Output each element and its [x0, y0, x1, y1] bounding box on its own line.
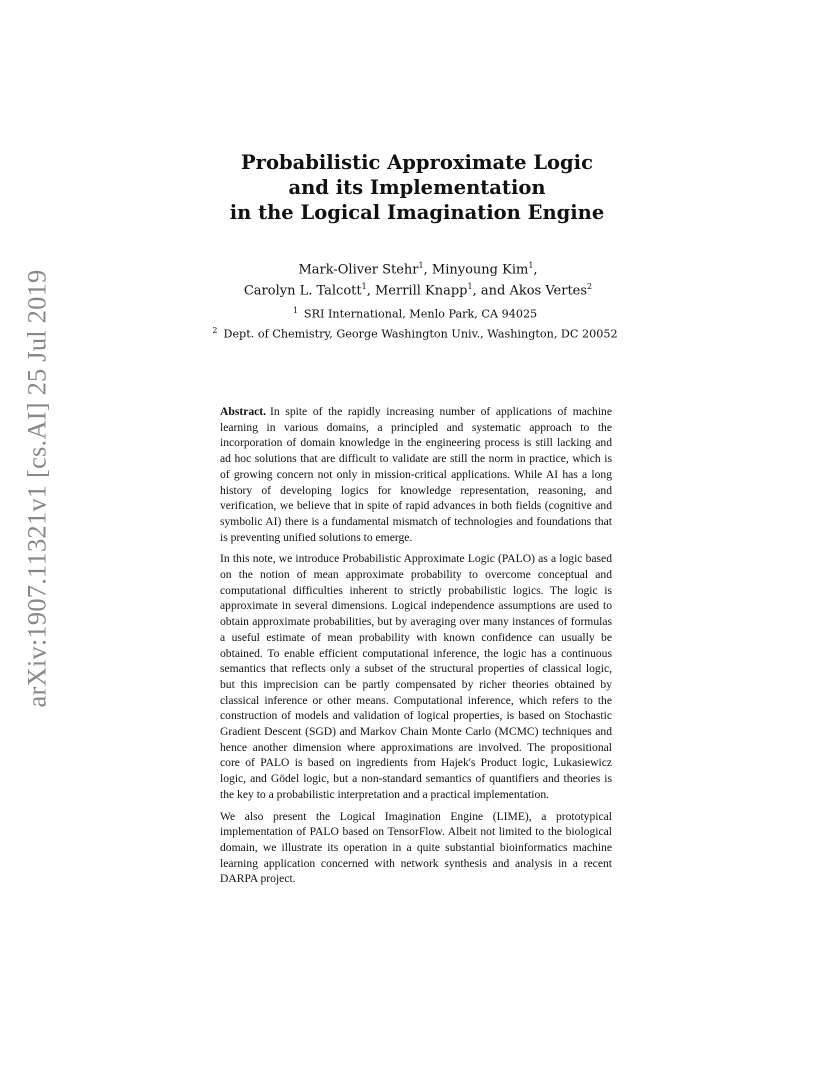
arxiv-identifier-stamp — [14, 269, 60, 707]
affiliation-line — [180, 303, 650, 323]
author-name: Merrill Knapp — [374, 283, 468, 299]
author-affiliation-mark: 1 — [418, 261, 424, 270]
abstract-section — [220, 404, 612, 893]
paper-title — [200, 150, 634, 225]
affiliation-number: 1 — [292, 306, 298, 315]
affiliation-list — [180, 303, 650, 342]
author-line — [210, 278, 626, 299]
author-name: Minyoung Kim — [431, 262, 529, 278]
affiliation-number: 2 — [212, 325, 218, 335]
author-name: Akos Vertes — [509, 283, 588, 299]
abstract-heading: Abstract. — [220, 405, 267, 418]
abstract-paragraph: In this note, we introduce Probabilistic Approximate Logic (PALO) as a logic based on the notion of mean approximate probability to overcome conceptual and computational difficulties inherent to strictly probabilistic logics. The logic is approximate in several dimensions. Logical independence assumptions are used to obtain approximate probabilities, but by averaging over many instances of formulas a useful estimate of mean probability with known confidence can usually be obtained. To enable efficient computational inference, the logic has a continuous semantics that reflects only a subset of the structural properties of classical logic, but this imprecision can be partly compensated by richer theories obtained by classical inference or other means. Computational inference, which refers to the construction of models and validation of logical properties, is based on Stochastic Gradient Descent (SGD) and Markov Chain Monte Carlo (MCMC) techniques and hence another dimension where approximations are involved. The propositional core of PALO is based on ingredients from Hajek's Product logic, Lukasiewicz logic, and Gödel logic, but a non-standard semantics of quantifiers and theories is the key to a probabilistic interpretation and a practical implementation. — [220, 552, 612, 801]
abstract-paragraph-text: In spite of the rapidly increasing number of applications of machine learning in various domains, a principled and systematic approach to the incorporation of domain knowledge in the engineering process is still lacking and ad hoc solutions that are difficult to validate are still the norm in practice, which is of growing concern not only in mission-critical applications. While AI has a long history of developing logics for knowledge representation, reasoning, and verification, we believe that in spite of rapid advances in both fields (cognitive and symbolic AI) there is a fundamental mismatch of technologies and foundations that is preventing unified solutions to emerge. — [220, 405, 612, 544]
author-separator: , — [423, 262, 432, 278]
author-line — [210, 257, 626, 278]
author-name: Mark-Oliver Stehr — [298, 262, 419, 278]
abstract-paragraph: We also present the Logical Imagination Engine (LIME), a prototypical implementation of PALO based on TensorFlow. Albeit not limited to the biological domain, we illustrate its operation in a quite substantial bioinformatics machine learning application concerned with network synthesis and analysis in a recent DARPA project. — [220, 809, 612, 886]
author-affiliation-mark: 2 — [587, 282, 593, 292]
title-line: and its Implementation — [288, 176, 546, 199]
author-affiliation-mark: 1 — [528, 261, 534, 270]
affiliation-text: Dept. of Chemistry, George Washington Univ., Washington, DC 20052 — [223, 327, 618, 341]
title-line: Probabilistic Approximate Logic — [241, 151, 593, 174]
affiliation-text: SRI International, Menlo Park, CA 94025 — [303, 307, 538, 321]
title-line: in the Logical Imagination Engine — [229, 201, 605, 224]
author-separator: , and — [472, 283, 510, 299]
author-separator: , — [533, 262, 538, 278]
author-name: Carolyn L. Talcott — [243, 283, 362, 299]
author-affiliation-mark: 1 — [467, 282, 473, 292]
affiliation-line — [180, 323, 650, 343]
author-list — [210, 257, 626, 300]
author-separator: , — [366, 283, 375, 299]
author-affiliation-mark: 1 — [361, 282, 367, 292]
abstract-paragraph — [220, 404, 612, 545]
arxiv-identifier-text: arXiv:1907.11321v1 [cs.AI] 25 Jul 2019 — [21, 269, 52, 707]
